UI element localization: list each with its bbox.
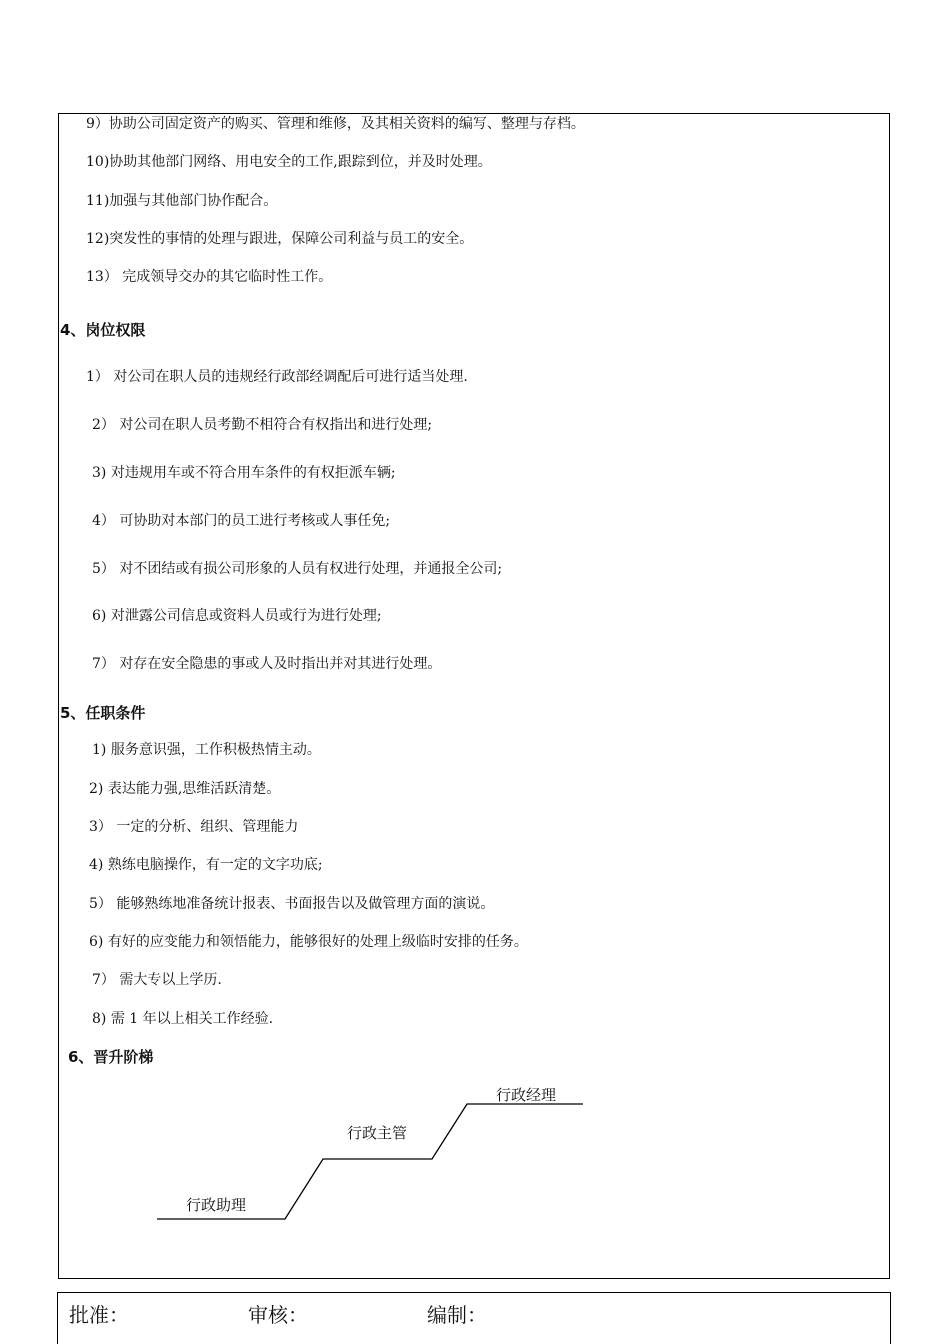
qualification-item: 3） 一定的分析、组织、管理能力	[89, 819, 299, 835]
prepare-label: 编制：	[427, 1303, 487, 1327]
authority-item: 6) 对泄露公司信息或资料人员或行为进行处理;	[92, 608, 382, 624]
qualification-item: 6) 有好的应变能力和领悟能力，能够很好的处理上级临时安排的任务。	[89, 934, 528, 950]
qualification-item: 2) 表达能力强,思维活跃清楚。	[89, 781, 281, 797]
authority-item: 3) 对违规用车或不符合用车条件的有权拒派车辆;	[92, 465, 396, 481]
authority-item: 5） 对不团结或有损公司形象的人员有权进行处理，并通报全公司;	[92, 561, 503, 577]
section-heading-promotion: 6、晋升阶梯	[68, 1048, 154, 1066]
review-label: 审核：	[248, 1303, 308, 1327]
duty-item-11: 11)加强与其他部门协作配合。	[86, 193, 278, 209]
authority-item: 7） 对存在安全隐患的事或人及时指出并对其进行处理。	[92, 656, 442, 672]
ladder-step-supervisor: 行政主管	[347, 1124, 408, 1142]
duty-item-12: 12)突发性的事情的处理与跟进，保障公司利益与员工的安全。	[86, 231, 474, 247]
authority-item: 2） 对公司在职人员考勤不相符合有权指出和进行处理;	[92, 417, 433, 433]
qualification-item: 4) 熟练电脑操作，有一定的文字功底;	[89, 857, 323, 873]
qualification-item: 7） 需大专以上学历.	[92, 972, 222, 988]
authority-item: 1） 对公司在职人员的违规经行政部经调配后可进行适当处理.	[86, 369, 468, 385]
section-heading-qualifications: 5、任职条件	[60, 704, 146, 722]
ladder-step-assistant: 行政助理	[186, 1196, 247, 1214]
authority-item: 4） 可协助对本部门的员工进行考核或人事任免;	[92, 513, 391, 529]
approve-label: 批准：	[69, 1303, 129, 1327]
qualification-item: 5） 能够熟练地准备统计报表、书面报告以及做管理方面的演说。	[89, 896, 495, 912]
duty-item-10: 10)协助其他部门网络、用电安全的工作,跟踪到位，并及时处理。	[86, 154, 492, 170]
qualification-item: 8) 需 1 年以上相关工作经验.	[92, 1011, 274, 1027]
section-heading-authority: 4、岗位权限	[60, 321, 146, 339]
duty-item-9: 9）协助公司固定资产的购买、管理和维修，及其相关资料的编写、整理与存档。	[86, 116, 585, 132]
ladder-step-manager: 行政经理	[496, 1086, 557, 1104]
qualification-item: 1) 服务意识强，工作积极热情主动。	[92, 742, 321, 758]
duty-item-13: 13） 完成领导交办的其它临时性工作。	[86, 269, 333, 285]
